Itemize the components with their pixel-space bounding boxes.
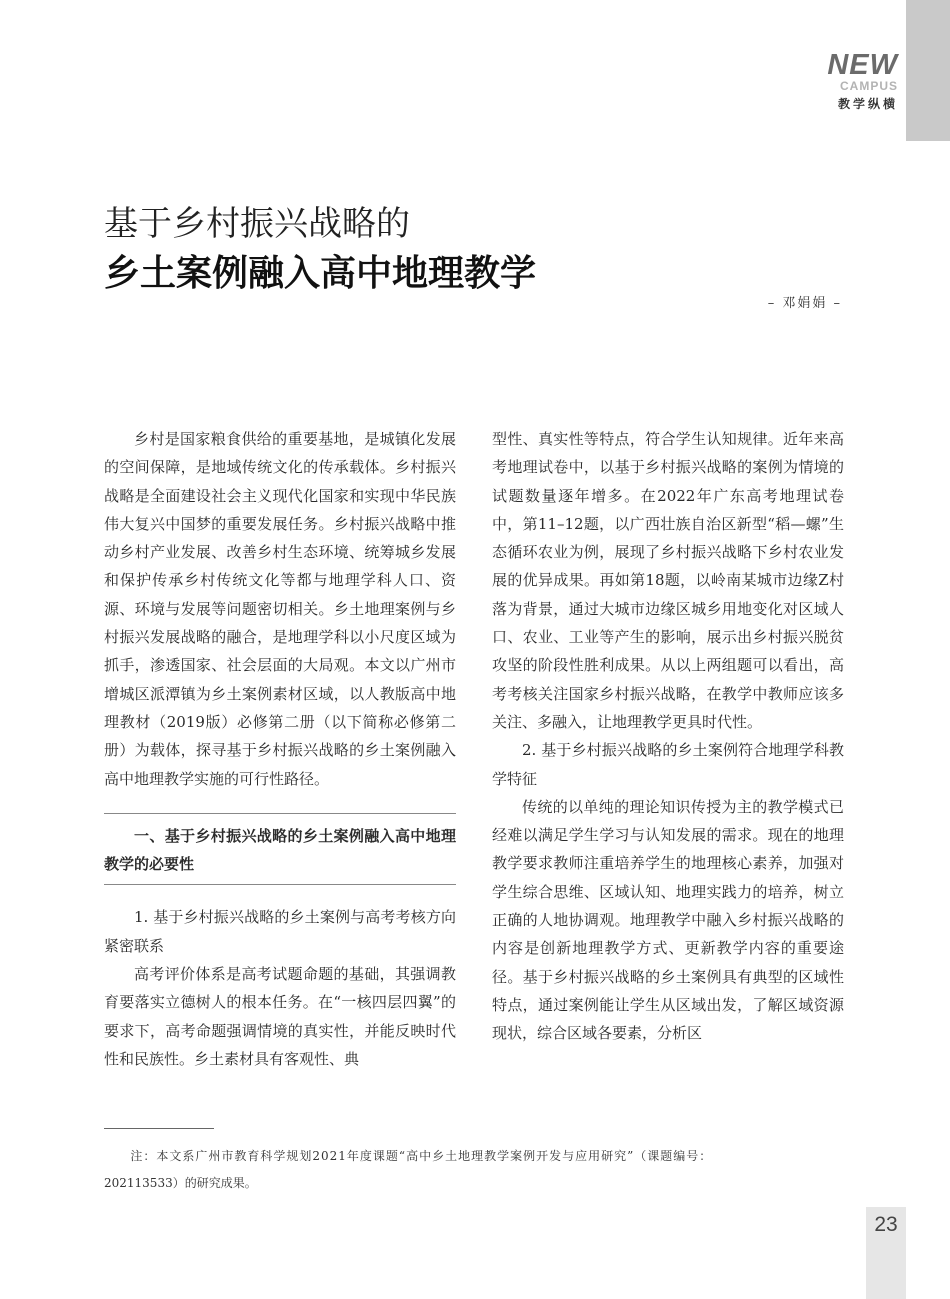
subsection1-title: 1. 基于乡村振兴战略的乡土案例与高考考核方向紧密联系 (104, 908, 456, 955)
footnote-divider (104, 1128, 214, 1129)
magazine-brand (827, 50, 898, 115)
section-label: 教学纵横 (837, 97, 898, 111)
footnote (104, 1143, 844, 1197)
brand-new-label: NEW (827, 49, 898, 81)
page-number: 23 (874, 1213, 898, 1236)
left-column (104, 425, 456, 1073)
section-heading-block (104, 813, 456, 886)
subsection2-paragraph: 传统的以单纯的理论知识传授为主的教学模式已经难以满足学生学习与认知发展的需求。现在的地理教学要求教师注重培养学生的地理核心素养，加强对学生综合思维、区域认知、地理实践力的培养，树立正确的人地协调观。地理教学中融入乡村振兴战略的内容是创新地理教学方式、更新教学内容的重要途径。基于乡村振兴战略的乡土案例具有典型的区域性特点，通过案例能让学生从区域出发，了解区域资源现状，综合区域各要素，分析区 (492, 797, 844, 1043)
subsection2-title: 2. 基于乡村振兴战略的乡土案例符合地理学科教学特征 (492, 741, 844, 788)
article-title-line2: 乡土案例融入高中地理教学 (104, 252, 537, 294)
intro-paragraph: 乡村是国家粮食供给的重要基地，是城镇化发展的空间保障，是地域传统文化的传承载体。乡村振兴战略是全面建设社会主义现代化国家和实现中华民族伟大复兴中国梦的重要发展任务。乡村振兴战略中推动乡村产业发展、改善乡村生态环境、统筹城乡发展和保护传承乡村传统文化等都与地理学科人口、资源、环境与发展等问题密切相关。乡土地理案例与乡村振兴发展战略的融合，是地理学科以小尺度区域为抓手，渗透国家、社会层面的大局观。本文以广州市增城区派潭镇为乡土案例素材区域，以人教版高中地理教材（2019版）必修第二册（以下简称必修第二册）为载体，探寻基于乡村振兴战略的乡土案例融入高中地理教学实施的可行性路径。 (104, 430, 456, 788)
right-column (492, 425, 844, 1048)
article-title-line1: 基于乡村振兴战略的 (104, 204, 410, 244)
section1-title: 一、基于乡村振兴战略的乡土案例融入高中地理教学的必要性 (104, 826, 456, 874)
footnote-line2: 202113533）的研究成果。 (104, 1176, 257, 1190)
header-side-tab (906, 0, 950, 141)
subsection1-paragraph: 高考评价体系是高考试题命题的基础，其强调教育要落实立德树人的根本任务。在“一核四层四翼”的要求下，高考命题强调情境的真实性，并能反映时代性和民族性。乡土素材具有客观性、典 (104, 965, 456, 1068)
brand-campus-label: CAMPUS (839, 79, 898, 93)
footnote-line1: 注：本文系广州市教育科学规划2021年度课题“高中乡土地理教学案例开发与应用研究”（课题编号： (130, 1149, 713, 1163)
continued-paragraph: 型性、真实性等特点，符合学生认知规律。近年来高考地理试卷中，以基于乡村振兴战略的案例为情境的试题数量逐年增多。在2022年广东高考地理试卷中，第11–12题，以广西壮族自治区新型“稻—螺”生态循环农业为例，展现了乡村振兴战略下乡村农业发展的优异成果。再如第18题，以岭南某城市边缘Z村落为背景，通过大城市边缘区城乡用地变化对区域人口、农业、工业等产生的影响，展示出乡村振兴脱贫攻坚的阶段性胜利成果。从以上两组题可以看出，高考考核关注国家乡村振兴战略，在教学中教师应该多关注、多融入，让地理教学更具时代性。 (492, 430, 844, 731)
article-author: – 邓娟娟 – (767, 296, 842, 311)
